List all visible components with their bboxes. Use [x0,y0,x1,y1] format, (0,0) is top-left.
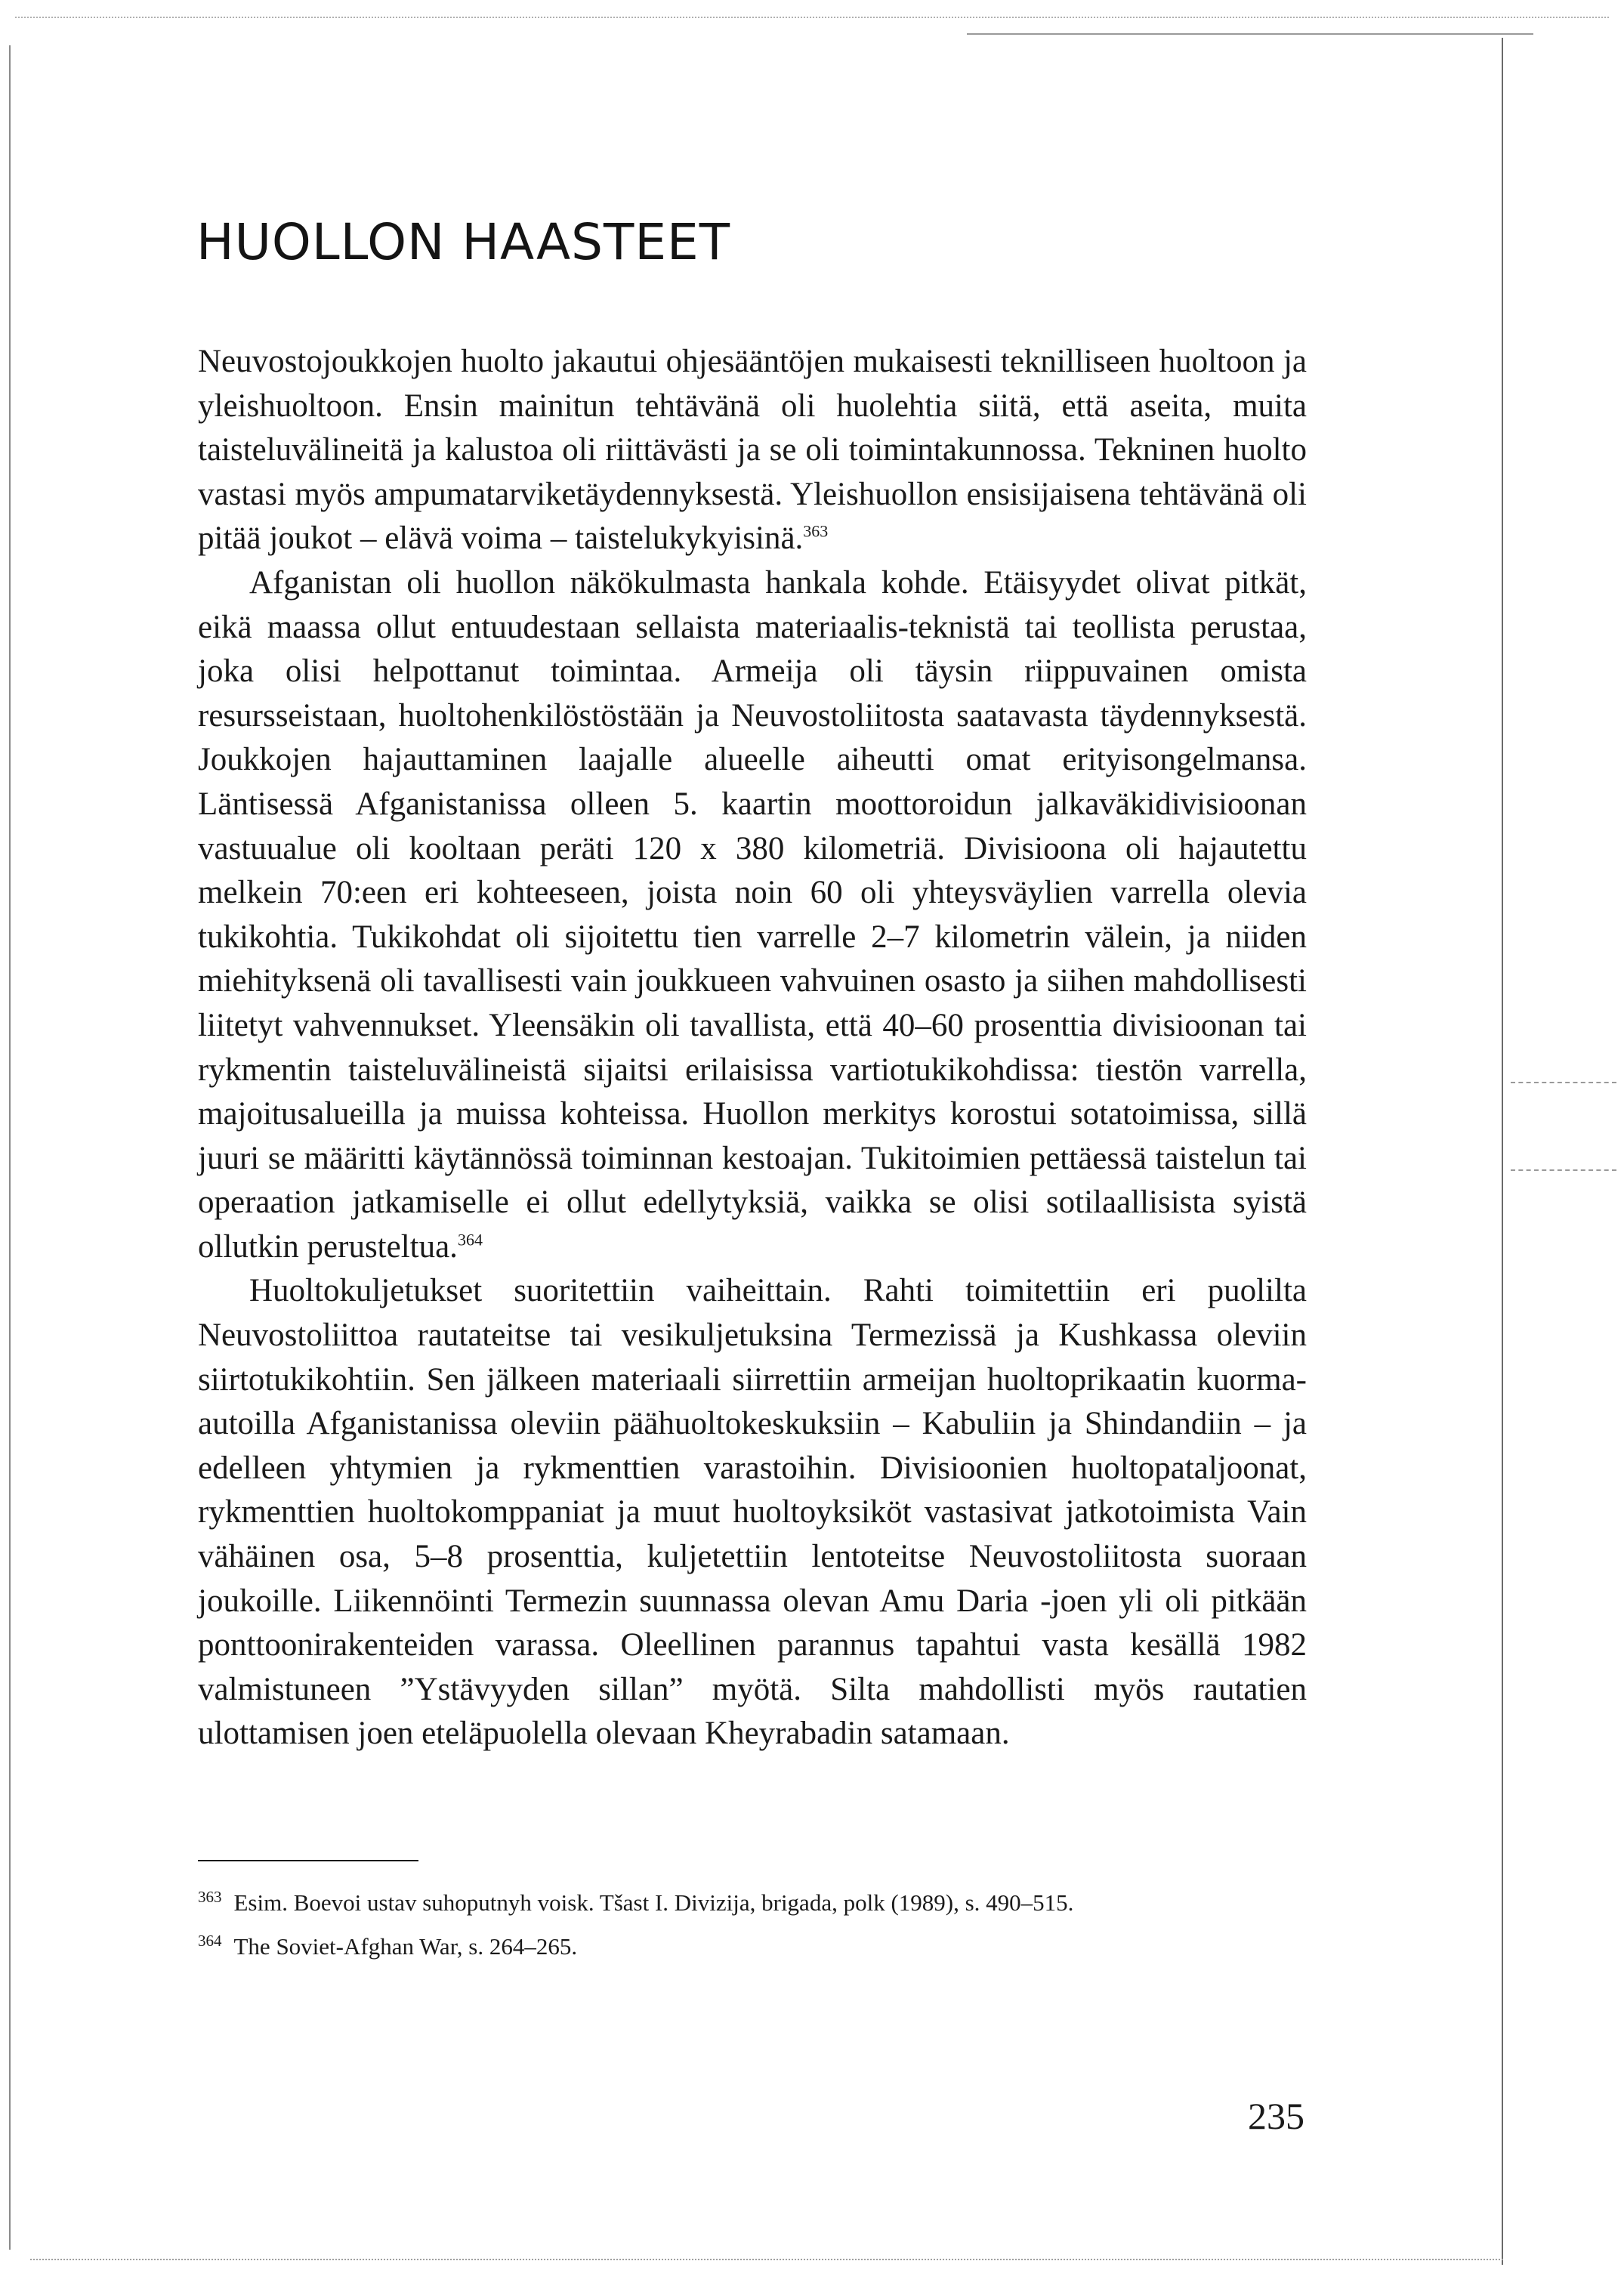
footnote-363 [198,1881,1307,1925]
margin-mark [1511,1082,1616,1083]
footnote-text: Esim. Boevoi ustav suhoputnyh voisk. Tšast I. Divizija, brigada, polk (1989), s. 490–515. [233,1889,1074,1916]
scan-edge-right [1502,38,1503,2265]
footnote-ref: 364 [457,1230,483,1249]
paragraph-2 [198,561,1307,1270]
paragraph-text: Huoltokuljetukset suoritettiin vaiheittain. Rahti toimitettiin eri puolilta Neuvostoliittoa rautateitse tai vesikuljetuksina Termezissä ja Kushkassa oleviin siirtotukikohtiin. Sen jälkeen materiaali siirrettiin armeijan huoltoprikaatin kuorma-autoilla Afganistanissa oleviin päähuoltokeskuksiin – Kabuliin ja Shindandiin – ja edelleen yhtymien ja rykmenttien varastoihin. Divisioonien huoltopataljoonat, rykmenttien huoltokomppaniat ja muut huoltoyksiköt vastasivat jatkotoimista Vain vähäinen osa, 5–8 prosenttia, kuljetettiin lentoteitse Neuvostoliitosta suoraan joukoille. Liikennöinti Termezin suunnassa olevan Amu Daria -joen yli oli pitkään ponttoonirakenteiden varassa. Oleellinen parannus tapahtui vasta kesällä 1982 valmistuneen ”Ystävyyden sillan” myötä. Silta mahdollisti myös rautatien ulottamisen joen eteläpuolella olevaan Kheyrabadin satamaan. [198,1273,1307,1752]
footnote-ref: 363 [803,522,829,542]
footnote-number: 364 [198,1931,222,1950]
paragraph-1 [198,340,1307,561]
scan-edge-bottom [30,2259,1503,2260]
paragraph-text: Afganistan oli huollon näkökulmasta hankala kohde. Etäisyydet olivat pitkät, eikä maassa ollut entuudestaan sellaista materiaalis-teknistä tai teollista perustaa, joka olisi helpottanut toimintaa. Armeija oli täysin riippuvainen omista resursseistaan, huoltohenkilöstöstään ja Neuvostoliitosta saatavasta täydennyksestä. Joukkojen hajauttaminen laajalle alueelle aiheutti omat erityisongelmansa. Läntisessä Afganistanissa olleen 5. kaartin moottoroidun jalkaväkidivisioonan vastuualue oli kooltaan peräti 120 x 380 kilometriä. Divisioona oli hajautettu melkein 70:een eri kohteeseen, joista noin 60 oli yhteysväylien varrella olevia tukikohtia. Tukikohdat oli sijoitettu tien varrelle 2–7 kilometrin välein, ja niiden miehityksenä oli tavallisesti vain joukkueen vahvuinen osasto ja siihen mahdollisesti liitetyt vahvennukset. Yleensäkin oli tavallista, että 40–60 prosenttia divisioonan tai rykmentin taisteluvälineistä sijaitsi erilaisissa vartiotukikohdissa: tiestön varrella, majoitusalueilla ja muissa kohteissa. Huollon merkitys korostui sotatoimissa, sillä juuri se määritti käytännössä toiminnan kestoajan. Tukitoimien pettäessä taistelun tai operaation jatkamiselle ei ollut edellytyksiä, vaikka se olisi sotilaallisista syistä ollutkin perusteltua. [198,564,1307,1265]
paragraph-text: Neuvostojoukkojen huolto jakautui ohjesääntöjen mukaisesti teknilliseen huoltoon ja yleishuoltoon. Ensin mainitun tehtävänä oli huolehtia siitä, että aseita, muita taisteluvälineitä ja kalustoa oli riittävästi ja se oli toimintakunnossa. Tekninen huolto vastasi myös ampumatarviketäydennyksestä. Yleishuollon ensisijaisena tehtävänä oli pitää joukot – elävä voima – taistelukykyisinä. [198,344,1307,557]
footnote-364 [198,1925,1307,1969]
paragraph-3 [198,1269,1307,1756]
footnote-text: The Soviet-Afghan War, s. 264–265. [233,1933,578,1960]
scan-edge-left [9,45,11,2250]
scan-edge-top [15,17,1609,18]
footnote-separator [198,1860,418,1861]
scan-edge-top-inner [967,33,1533,35]
chapter-heading: HUOLLON HAASTEET [196,213,731,271]
body-text [198,340,1307,1756]
margin-mark [1511,1169,1616,1171]
footnote-number: 363 [198,1887,222,1906]
footnotes [198,1881,1307,1969]
page-number: 235 [1248,2095,1304,2137]
